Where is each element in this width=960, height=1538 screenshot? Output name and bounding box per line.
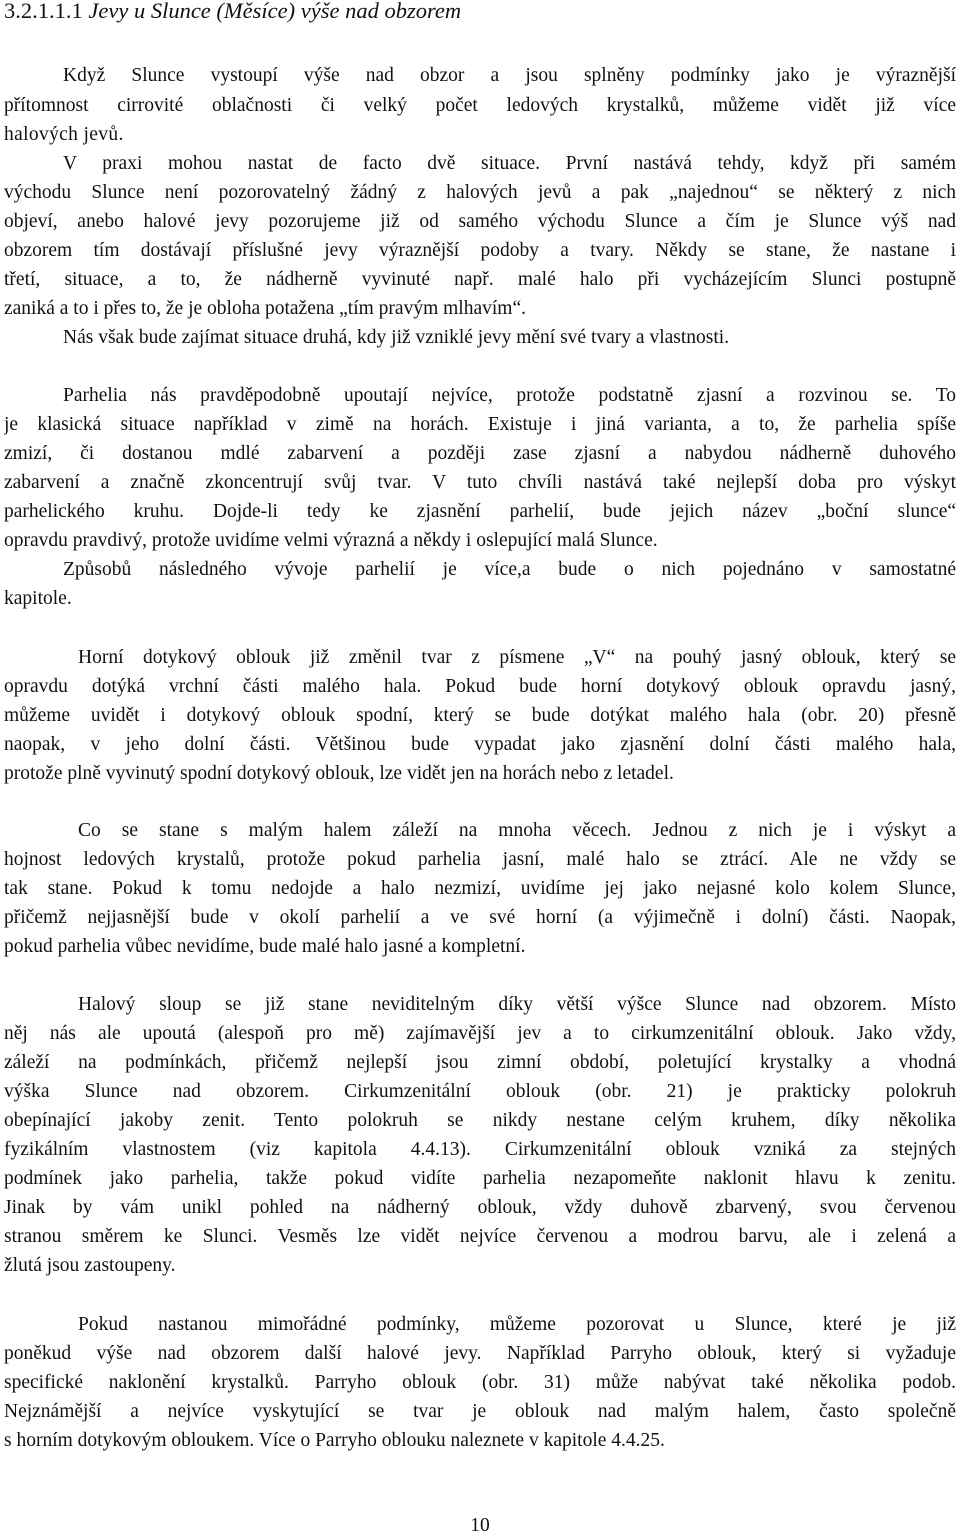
paragraph-line: opravdu dotýká vrchní části malého hala. Pokud bude horní dotykový oblouk opravdu jasný, [4,676,956,697]
paragraph-line: pokud parhelia vůbec nevidíme, bude malé halo jasné a kompletní. [4,936,526,957]
paragraph-line: východu Slunce není pozorovatelný žádný z halových jevů a pak „najednou“ se některý z nich [4,182,956,203]
paragraph-line: protože plně vyvinutý spodní dotykový oblouk, lze vidět jen na horách nebo z letadel. [4,763,674,784]
paragraph-line: třetí, situace, a to, že nádherně vyvinuté např. malé halo při vycházejícím Slunci postupně [4,269,956,290]
paragraph-line: s horním dotykovým obloukem. Více o Parryho oblouku naleznete v kapitole 4.4.25. [4,1430,665,1451]
paragraph-line: Horní dotykový oblouk již změnil tvar z písmene „V“ na pouhý jasný oblouk, který se [78,647,956,668]
paragraph-line: je klasická situace například v zimě na horách. Existuje i jiná varianta, a to, že parhelia spíše [4,414,956,435]
paragraph-line: výška Slunce nad obzorem. Cirkumzenitální oblouk (obr. 21) je prakticky polokruh [4,1081,956,1102]
paragraph-line: podmínek jako parhelia, takže pokud vidíte parhelia nezapomeňte naklonit hlavu k zenitu. [4,1168,956,1189]
paragraph-line: objeví, anebo halové jevy pozorujeme již od samého východu Slunce a čím je Slunce výš nad [4,211,956,232]
paragraph-line: zaniká a to i přes to, že je obloha potažena „tím pravým mlhavím“. [4,298,526,319]
paragraph-line: Jinak by vám unikl pohled na nádherný oblouk, vždy duhově zbarvený, svou červenou [4,1197,956,1218]
paragraph-line: Nejznámější a nejvíce vyskytující se tvar je oblouk nad malým halem, často společně [4,1401,956,1422]
paragraph-line: záleží na podmínkách, přičemž nejlepší jsou zimní období, poletující krystalky a vhodná [4,1052,956,1073]
paragraph-line: opravdu pravdivý, protože uvidíme velmi výrazná a někdy i oslepující malá Slunce. [4,530,658,551]
section-heading [4,0,461,24]
paragraph-line: žlutá jsou zastoupeny. [4,1255,176,1276]
paragraph-line: fyzikálním vlastnostem (viz kapitola 4.4.13). Cirkumzenitální oblouk vzniká za stejných [4,1139,956,1160]
paragraph-line: Způsobů následného vývoje parhelií je více,a bude o nich pojednáno v samostatné [63,559,956,580]
paragraph-line: Nás však bude zajímat situace druhá, kdy již vzniklé jevy mění své tvary a vlastnosti. [63,327,730,348]
paragraph-line: parhelického kruhu. Dojde-li tedy ke zjasnění parhelií, bude jejich název „boční slunce“ [4,501,956,522]
paragraph-line: Halový sloup se již stane neviditelným díky větší výšce Slunce nad obzorem. Místo [78,994,956,1015]
paragraph-line: poněkud výše nad obzorem další halové jevy. Například Parryho oblouk, který si vyžaduje [4,1343,956,1364]
paragraph-line: naopak, v jeho dolní části. Většinou bude vypadat jako zjasnění dolní části malého hala, [4,734,956,755]
paragraph-line: zabarvení a značně zkoncentrují svůj tvar. V tuto chvíli nastává také nejlepší doba pro výskyt [4,472,956,493]
paragraph-line: Parhelia nás pravděpodobně upoutají nejvíce, protože podstatně zjasní a rozvinou se. To [63,385,956,406]
paragraph-line: stranou směrem ke Slunci. Vesměs lze vidět nejvíce červenou a modrou barvu, ale i zelená a [4,1226,956,1247]
paragraph-line: halových jevů. [4,124,124,145]
paragraph-line: něj nás ale upoutá (alespoň pro mě) zajímavější jev a to cirkumzenitální oblouk. Jako vždy, [4,1023,956,1044]
paragraph-line: Pokud nastanou mimořádné podmínky, můžeme pozorovat u Slunce, které je již [78,1314,956,1335]
paragraph-line: Co se stane s malým halem záleží na mnoha věcech. Jednou z nich je i výskyt a [78,820,956,841]
paragraph-line: V praxi mohou nastat de facto dvě situace. První nastává tehdy, když při samém [63,153,956,174]
page-number: 10 [470,1515,490,1536]
paragraph-line: specifické naklonění krystalků. Parryho oblouk (obr. 31) může nabývat také několika podob. [4,1372,956,1393]
paragraph-line: kapitole. [4,588,72,609]
paragraph-line: přítomnost cirrovité oblačnosti či velký počet ledových krystalků, můžeme vidět již více [4,95,956,116]
paragraph-line: hojnost ledových krystalů, protože pokud parhelia jasní, malé halo se ztrácí. Ale ne vždy se [4,849,956,870]
paragraph-line: obzorem tím dostávají příslušné jevy výraznější podoby a tvary. Někdy se stane, že nastane i [4,240,956,261]
paragraph-line: Když Slunce vystoupí výše nad obzor a jsou splněny podmínky jako je výraznější [63,65,956,86]
paragraph-line: můžeme uvidět i dotykový oblouk spodní, který se bude dotýkat malého hala (obr. 20) přesně [4,705,956,726]
section-title: Jevy u Slunce (Měsíce) výše nad obzorem [88,0,462,23]
section-number: 3.2.1.1.1 [4,0,83,23]
paragraph-line: zmizí, či dostanou mdlé zabarvení a později zase zjasní a nabydou nádherně duhového [4,443,956,464]
paragraph-line: přičemž nejjasnější bude v okolí parhelií a ve své horní (a výjimečně i dolní) části. Naopak, [4,907,956,928]
paragraph-line: obepínající jakoby zenit. Tento polokruh se nikdy nestane celým kruhem, díky několika [4,1110,956,1131]
paragraph-line: tak stane. Pokud k tomu nedojde a halo nezmizí, uvidíme jej jako nejasné kolo kolem Slunce, [4,878,956,899]
